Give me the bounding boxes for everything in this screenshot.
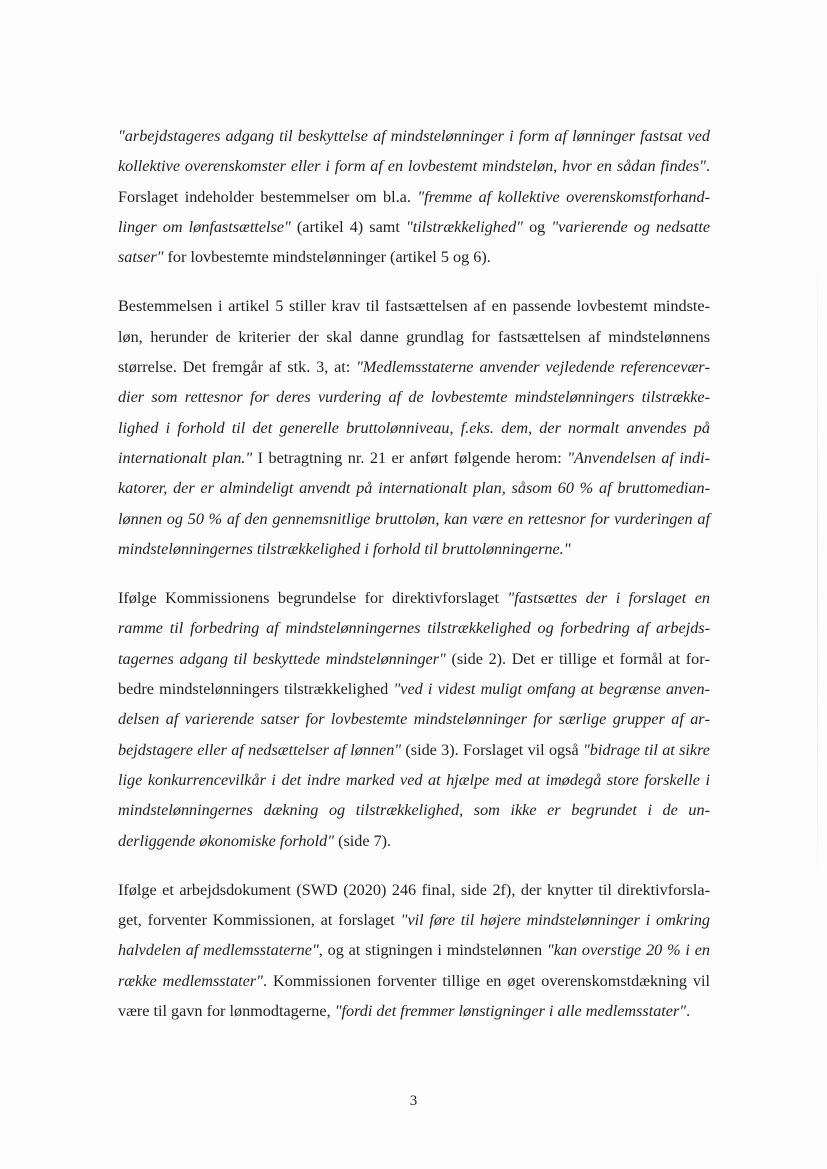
body-text: (side 3). Forslaget vil også [401,740,583,759]
body-text: I betragtning nr. 21 er anført følgende herom: [252,448,568,467]
quoted-text: "bidrage til at sikre lige konkurrencevilkår i det indre marked ved at hjælpe med at imødegå store forskelle i mindstelønningernes dækning og tilstrækkelighed, som ikke er begrundet i de underliggende økonomiske forhold" [118,740,710,850]
quoted-text: "varierende og nedsatte satser" [118,217,710,267]
paragraph-2 [118,291,710,564]
quoted-text: "fremme af kollektive overenskomstforhandlinger om lønfastsættelse" [118,187,710,236]
body-text: Bestemmelsen i artikel 5 stiller krav til fastsættelsen af en passende lovbestemt mindsteløn, herunder de kriterier der skal danne grundlag for fastsættelsen af mindstelønnens størrelse. Det fremgår af stk. 3, at: [118,297,710,377]
paragraph-3 [118,583,710,856]
body-text: (side 2). Det er tillige et formål at forbedre mindstelønningers tilstrækkelighed [118,649,711,699]
quoted-text: "ved i videst muligt omfang at begrænse anvendelsen af varierende satser for lovbestemte mindstelønninger for særlige grupper af arbejdstagere eller af nedsættelser af lønnen" [118,680,710,759]
paragraph-1 [118,121,710,272]
body-text: . Forslaget indeholder bestemmelser om bl.a. [118,157,710,206]
body-text: for lovbestemte mindstelønninger (artikel 5 og 6). [163,248,491,267]
quoted-text: "Anvendelsen af indikatorer, der er almindeligt anvendt på internationalt plan, såsom 60 % af bruttomedianlønnen og 50 % af den gennemsnitlige bruttoløn, kan være en rettesnor for vurderingen af mindstelønningernes tilstrækkelighed i forhold til bruttolønningerne." [118,448,710,558]
quoted-text: "kan overstige 20 % i en række medlemsstater" [118,941,710,990]
document-body [118,121,710,1045]
body-text: Ifølge et arbejdsdokument (SWD (2020) 246 final, side 2f), der knytter til direktivforslaget, forventer Kommissionen, at forslaget [118,880,710,930]
body-text: og [522,217,552,236]
body-text: . [686,1002,691,1021]
body-text: (artikel 4) samt [290,217,406,236]
body-text: (side 7). [334,831,392,850]
body-text: Ifølge Kommissionens begrundelse for direktivforslaget [118,589,508,608]
quoted-text: "tilstrækkelighed" [405,217,523,236]
quoted-text: "arbejdstageres adgang til beskyttelse af mindstelønninger i form af lønninger fastsat ved kollektive overenskomster eller i form af en lovbestemt mindsteløn, hvor en sådan findes" [118,127,710,176]
quoted-text: "Medlemsstaterne anvender vejledende referenceværdier som rettesnor for deres vurdering af de lovbestemte mindstelønningers tilstrækkelighed i forhold til det generelle bruttolønniveau, f.eks. dem, der normalt anvendes på internationalt plan." [118,358,710,467]
body-text: . Kommissionen forventer tillige en øget overenskomstdækning vil være til gavn for lønmodtagerne, [118,971,711,1021]
quoted-text: "fastsættes der i forslaget en ramme til forbedring af mindstelønningernes tilstrækkelighed og forbedring af arbejdstagernes adgang til beskyttede mindstelønninger" [118,589,710,668]
paragraph-4 [118,875,710,1026]
quoted-text: "fordi det fremmer lønstigninger i alle medlemsstater" [334,1002,687,1021]
quoted-text: "vil føre til højere mindstelønninger i omkring halvdelen af medlemsstaterne" [118,911,711,960]
body-text: , og at stigningen i mindstelønnen [318,941,547,960]
page-number: 3 [409,1093,418,1109]
scan-edge-shadow [817,250,818,890]
